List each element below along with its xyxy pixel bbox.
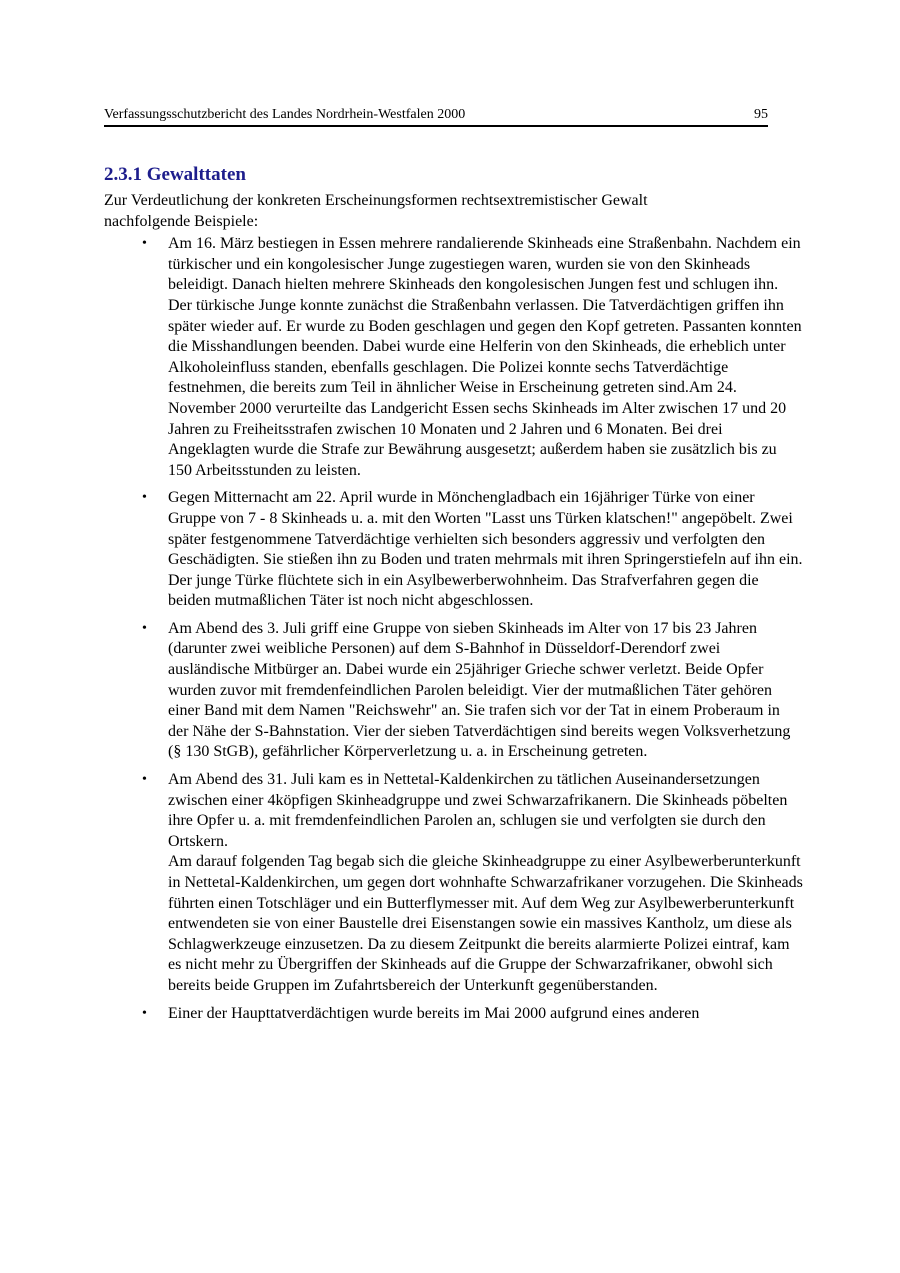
example-list: [104, 234, 804, 1024]
list-item: [104, 1004, 804, 1025]
list-item-paragraph: Am 16. März bestiegen in Essen mehrere randalierende Skinheads eine Straßenbahn. Nachdem ein türkischer und ein kongolesischer Junge zugestiegen waren, wurden sie von den Skinheads beleidigt. Danach hielten mehrere Skinheads den kongolesischen Jungen fest und schlugen ihn. Der türkische Junge konnte zunächst die Straßenbahn verlassen. Die Tatverdächtigen griffen ihn später wieder auf. Er wurde zu Boden geschlagen und gegen den Kopf getreten. Passanten konnten die Misshandlungen beenden. Dabei wurde eine Helferin von den Skinheads, die erheblich unter Alkoholeinfluss standen, ebenfalls geschlagen. Die Polizei konnte sechs Tatverdächtige festnehmen, die bereits zum Teil in ähnlicher Weise in Erscheinung getreten sind.Am 24. November 2000 verurteilte das Landgericht Essen sechs Skinheads im Alter zwischen 17 und 20 Jahren zu Freiheitsstrafen zwischen 10 Monaten und 2 Jahren und 6 Monaten. Bei drei Angeklagten wurde die Strafe zur Bewährung ausgesetzt; außerdem haben sie zusätzlich bis zu 150 Arbeitsstunden zu leisten.: [168, 235, 802, 479]
bullet-icon: •: [142, 620, 147, 636]
list-item-paragraph: Einer der Haupttatverdächtigen wurde bereits im Mai 2000 aufgrund eines anderen: [168, 1004, 700, 1022]
running-header: [104, 107, 768, 127]
header-title: Verfassungsschutzbericht des Landes Nordrhein-Westfalen 2000: [104, 107, 466, 122]
document-body: [104, 163, 804, 1031]
list-item: [104, 234, 804, 481]
list-item-paragraph: Gegen Mitternacht am 22. April wurde in Mönchengladbach ein 16jähriger Türke von einer Gruppe von 7 - 8 Skinheads u. a. mit den Worten "Lasst uns Türken klatschen!" angepöbelt. Zwei später festgenommene Tatverdächtige verhielten sich besonders aggressiv und verfolgten den Geschädigten. Sie stießen ihn zu Boden und traten mehrmals mit ihren Springerstiefeln auf ihn ein. Der junge Türke flüchtete sich in ein Asylbewerberwohnheim. Das Strafverfahren gegen die beiden mutmaßlichen Täter ist noch nicht abgeschlossen.: [168, 489, 803, 610]
list-item-paragraph-continued: Am darauf folgenden Tag begab sich die gleiche Skinheadgruppe zu einer Asylbewerberunterkunft in Nettetal-Kaldenkirchen, um gegen dort wohnhafte Schwarzafrikaner vorzugehen. Die Skinheads führten einen Totschläger und ein Butterflymesser mit. Auf dem Weg zur Asylbewerberunterkunft entwendeten sie von einer Baustelle drei Eisenstangen sowie ein massives Kantholz, um diese als Schlagwerkzeuge einzusetzen. Da zu diesem Zeitpunkt die bereits alarmierte Polizei eintraf, kam es nicht mehr zu Übergriffen der Skinheads auf die Gruppe der Schwarzafrikaner, obwohl sich bereits beide Gruppen im Zufahrtsbereich der Unterkunft gegenüberstanden.: [168, 853, 803, 994]
list-item-paragraph: Am Abend des 3. Juli griff eine Gruppe von sieben Skinheads im Alter von 17 bis 23 Jahren (darunter zwei weibliche Personen) auf dem S-Bahnhof in Düsseldorf-Derendorf zwei ausländische Mitbürger an. Dabei wurde ein 25jähriger Grieche schwer verletzt. Beide Opfer wurden zuvor mit fremdenfeindlichen Parolen beleidigt. Vier der mutmaßlichen Täter gehören einer Band mit dem Namen "Reichswehr" an. Sie trafen sich vor der Tat in einem Proberaum in der Nähe der S-Bahnstation. Vier der sieben Tatverdächtigen sind bereits wegen Volksverhetzung (§ 130 StGB), gefährlicher Körperverletzung u. a. in Erscheinung getreten.: [168, 619, 791, 761]
list-item-paragraph: Am Abend des 31. Juli kam es in Nettetal-Kaldenkirchen zu tätlichen Auseinandersetzungen zwischen einer 4köpfigen Skinheadgruppe und zwei Schwarzafrikanern. Die Skinheads pöbelten ihre Opfer u. a. mit fremdenfeindlichen Parolen an, schlugen sie und verfolgten sie durch den Ortskern.: [168, 771, 788, 850]
list-item-text: [168, 619, 804, 763]
bullet-icon: •: [142, 236, 147, 252]
bullet-icon: •: [142, 490, 147, 506]
list-item-text: [168, 770, 804, 997]
intro-paragraph: Zur Verdeutlichung der konkreten Erscheinungsformen rechtsextremistischer Gewalt nachfolgende Beispiele:: [104, 192, 648, 230]
bullet-icon: •: [142, 1005, 147, 1021]
section-heading: 2.3.1 Gewalttaten: [104, 164, 246, 185]
list-item: [104, 488, 804, 612]
list-item: [104, 770, 804, 997]
bullet-icon: •: [142, 772, 147, 788]
list-item: [104, 619, 804, 763]
page-number: 95: [754, 107, 768, 122]
list-item-text: [168, 234, 804, 481]
list-item-text: [168, 488, 804, 612]
list-item-text: [168, 1004, 804, 1025]
